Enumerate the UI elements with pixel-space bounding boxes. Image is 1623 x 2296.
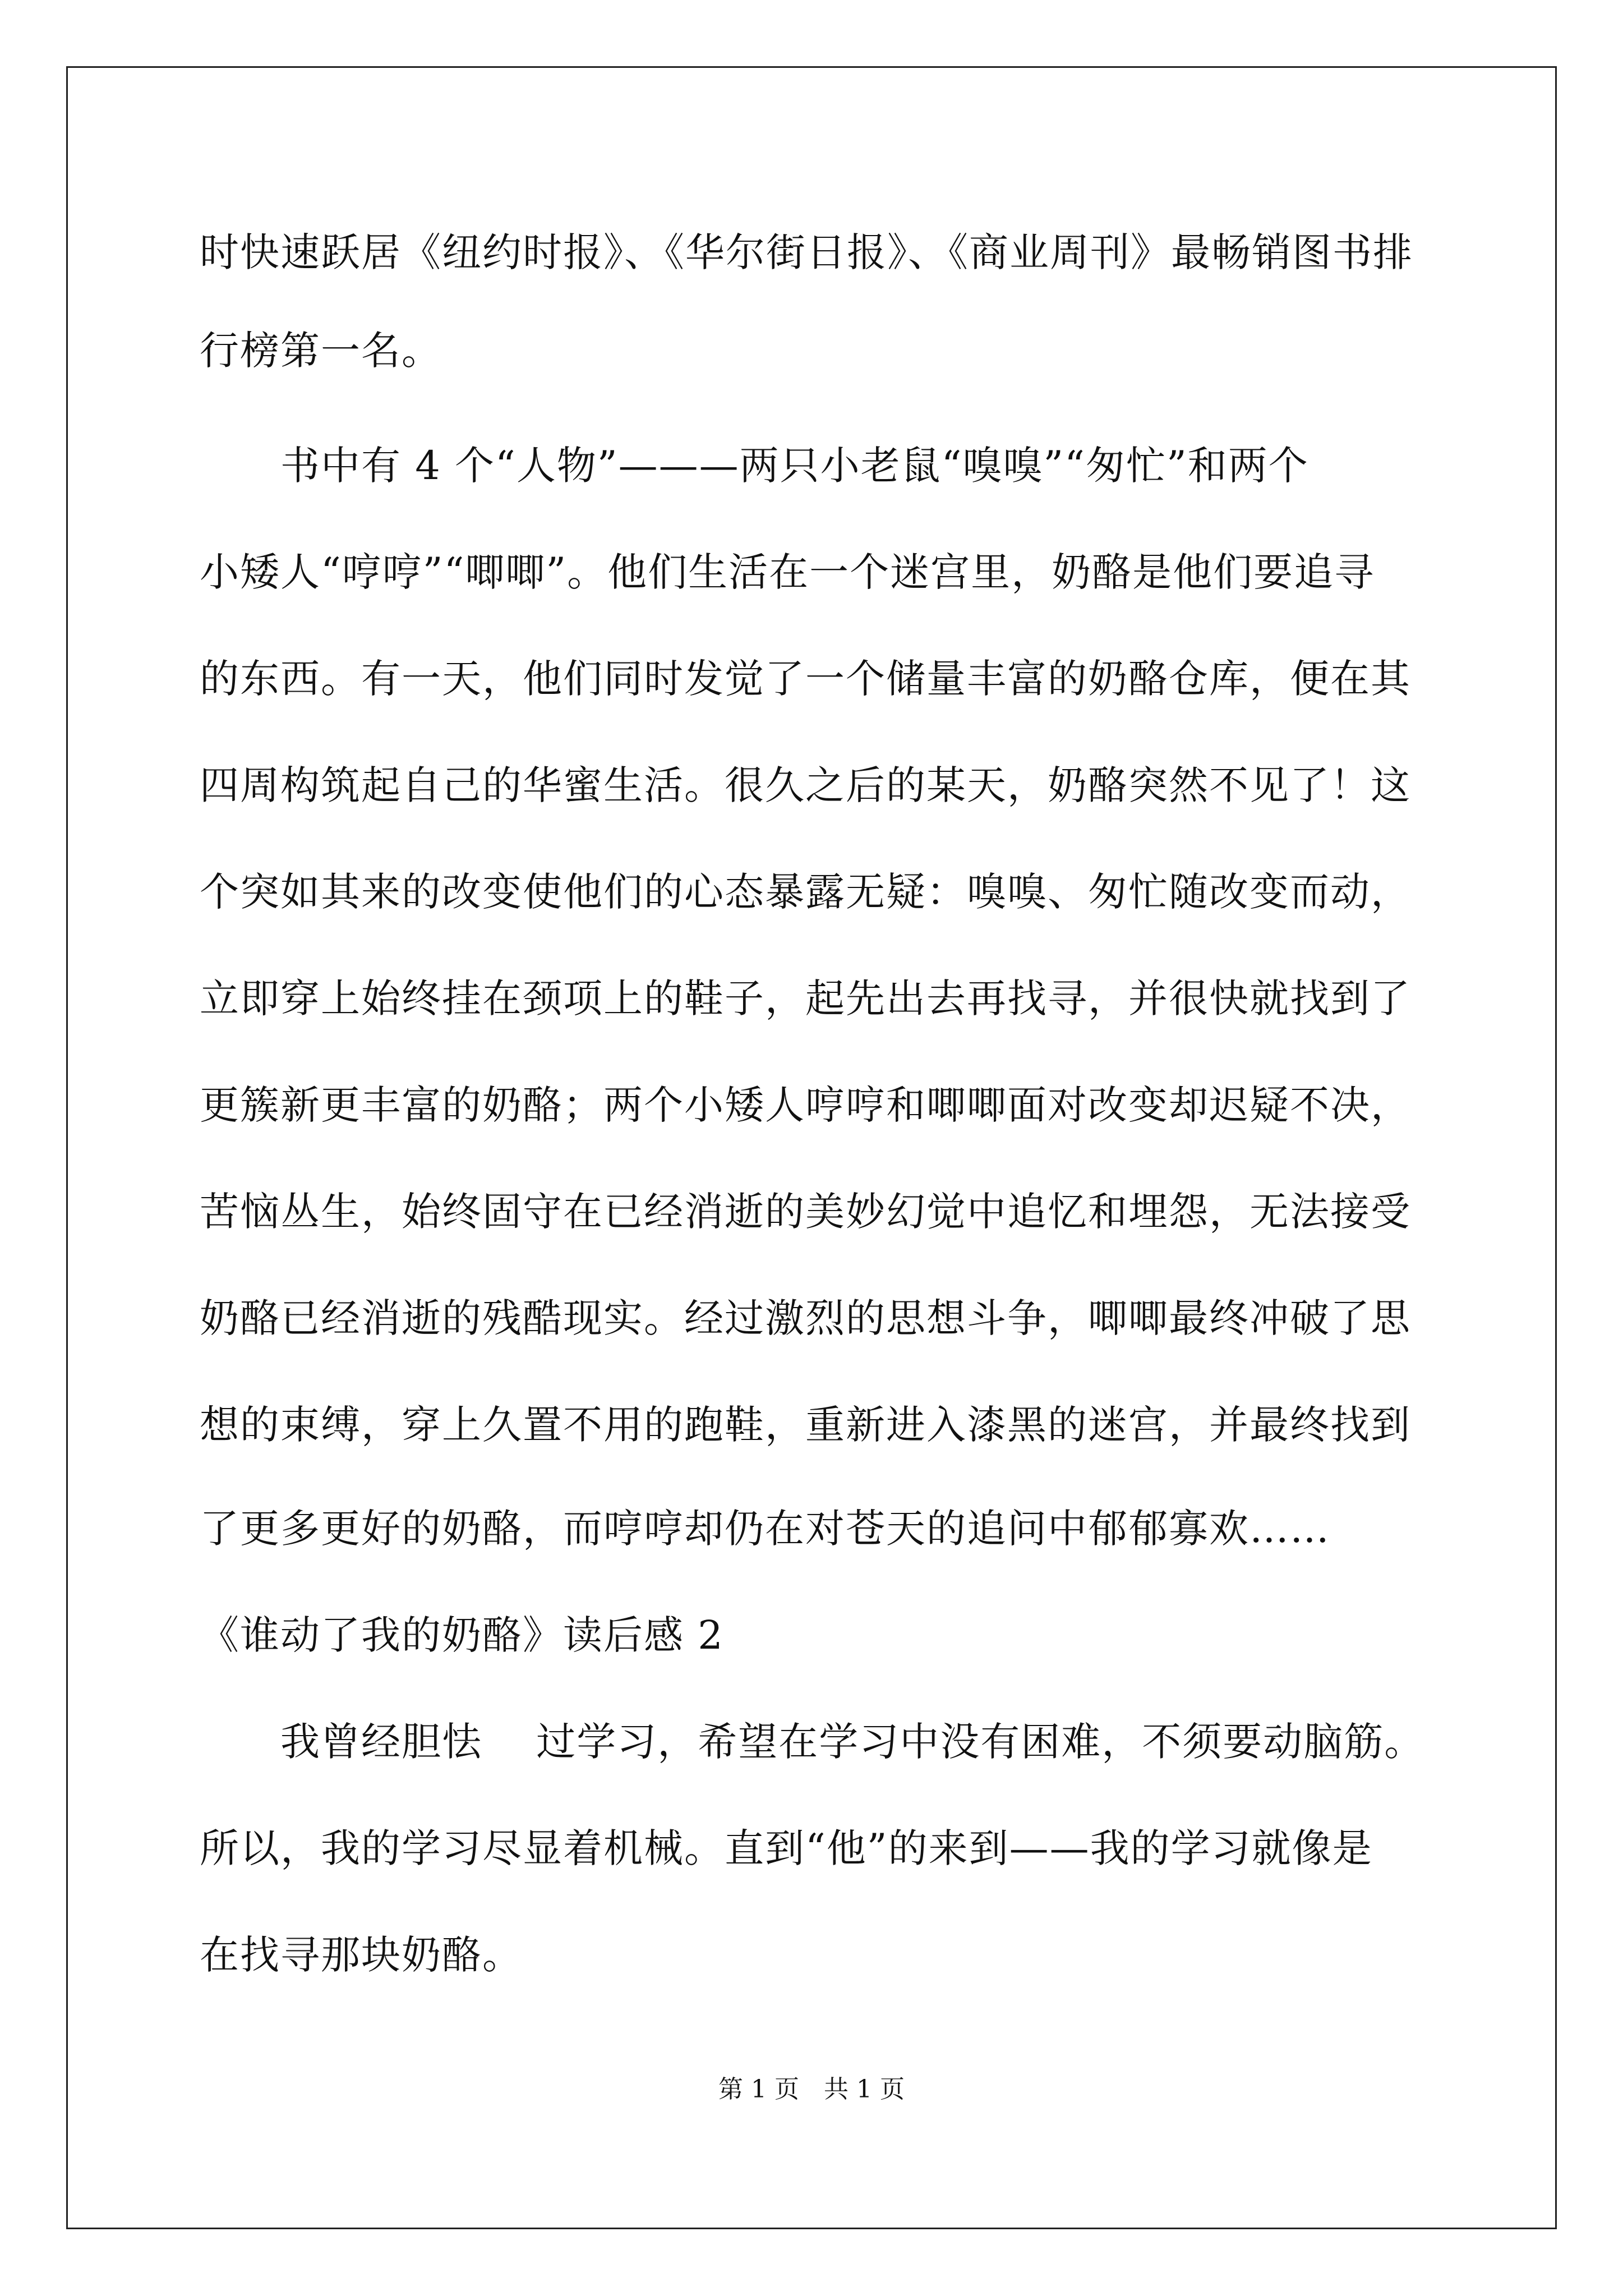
- paragraph-line: 想的束缚，穿上久置不用的跑鞋，重新进入漆黑的迷宫，并最终找到: [200, 1402, 1411, 1448]
- paragraph-line: 了更多更好的奶酪，而哼哼却仍在对苍天的追问中郁郁寡欢……: [200, 1506, 1330, 1552]
- paragraph-line: 奶酪已经消逝的残酷现实。经过激烈的思想斗争，唧唧最终冲破了思: [200, 1295, 1411, 1341]
- paragraph-line: 所以，我的学习尽显着机械。直到“他”的来到——我的学习就像是: [200, 1825, 1373, 1871]
- paragraph-line: 小矮人“哼哼”“唧唧”。他们生活在一个迷宫里，奶酪是他们要追寻: [200, 549, 1375, 595]
- paragraph-line: 书中有 4 个“人物”———两只小老鼠“嗅嗅”“匆忙”和两个: [280, 443, 1309, 489]
- page-border: [66, 66, 1557, 2229]
- paragraph-line: 四周构筑起自己的华蜜生活。很久之后的某天，奶酪突然不见了！这: [200, 762, 1411, 808]
- paragraph-line: 行榜第一名。: [200, 328, 442, 374]
- section-heading: 《谁动了我的奶酪》读后感 2: [200, 1612, 724, 1658]
- paragraph-line: 的东西。有一天，他们同时发觉了一个储量丰富的奶酪仓库，便在其: [200, 656, 1411, 702]
- paragraph-line: 苦恼丛生，始终固守在已经消逝的美妙幻觉中追忆和埋怨，无法接受: [200, 1189, 1411, 1235]
- paragraph-line: 立即穿上始终挂在颈项上的鞋子，起先出去再找寻，并很快就找到了: [200, 976, 1411, 1022]
- paragraph-line: 在找寻那块奶酪。: [200, 1932, 523, 1978]
- paragraph-line: 我曾经胆怯 过学习，希望在学习中没有困难，不须要动脑筋。: [280, 1719, 1425, 1765]
- paragraph-line: 时快速跃居《纽约时报》、《华尔街日报》、《商业周刊》最畅销图书排: [200, 229, 1413, 275]
- page-number-footer: 第 1 页 共 1 页: [718, 2075, 905, 2104]
- paragraph-line: 个突如其来的改变使他们的心态暴露无疑：嗅嗅、匆忙随改变而动，: [200, 869, 1411, 915]
- paragraph-line: 更簇新更丰富的奶酪；两个小矮人哼哼和唧唧面对改变却迟疑不决，: [200, 1082, 1411, 1128]
